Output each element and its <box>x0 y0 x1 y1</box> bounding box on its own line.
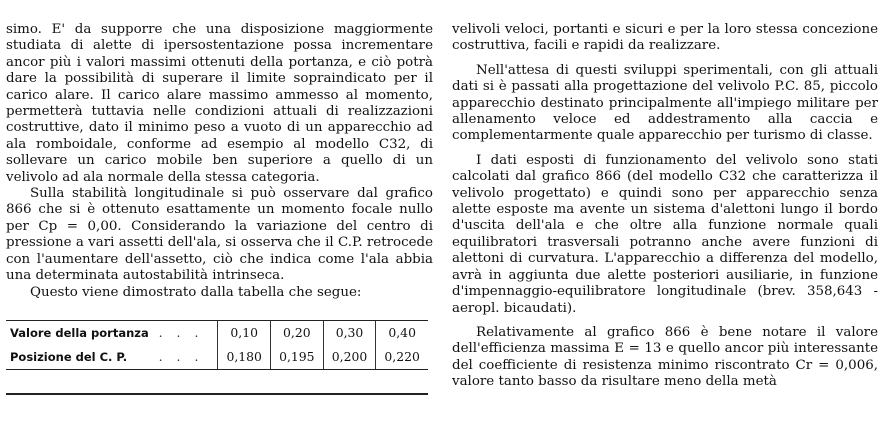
leader-dots: ... <box>155 321 218 346</box>
table-cell: 0,20 <box>271 321 324 346</box>
paragraph-efficienza: Relativamente al grafico 866 è bene notare il valore dell'efficienza massima E = 13 e quello ancor più interessante del coefficiente di resistenza minimo riscontrato Cr = 0,006, valore tanto basso da risultare meno della metà <box>452 324 878 390</box>
paragraph-velivoli: velivoli veloci, portanti e sicuri e per la loro stessa concezione costruttiva, facili e rapidi da realizzare. <box>452 22 878 54</box>
table-cell: 0,220 <box>376 345 428 370</box>
table-row <box>6 345 428 370</box>
paragraph-stabilita: Sulla stabilità longitudinale si può osservare dal grafico 866 che si è ottenuto esattamente un momento focale nullo per Cp = 0,00. Considerando la variazione del centro di pressione a vari assetti dell'ala, si osserva che il C.P. retrocede con l'aumentare dell'assetto, ciò che indica come l'ala abbia una determinata autostabilità intrinseca. <box>6 186 433 284</box>
paragraph-pc85: Nell'attesa di questi sviluppi sperimentali, con gli attuali dati si è passati alla progettazione del velivolo P.C. 85, piccolo apparecchio destinato principalmente all'impiego militare per allenamento veloce ed addestramento alla caccia e complementarmente quale apparecchio per turismo di classe. <box>452 62 878 144</box>
table-cell: 0,195 <box>271 345 324 370</box>
row-label: Posizione del C. P. <box>6 345 155 370</box>
data-table <box>6 320 428 370</box>
table-cell: 0,40 <box>376 321 428 346</box>
row-label: Valore della portanza <box>6 321 155 346</box>
table-row <box>6 321 428 346</box>
left-column <box>6 22 433 301</box>
paragraph-carico-alare: simo. E' da supporre che una disposizione maggiormente studiata di alette di ipersostentazione possa incrementare ancor più i valori massimi ottenuti della portanza, e ciò potrà dare la possibilità di superare il limite sopraindicato per il carico alare. Il carico alare massimo ammesso al momento, permetterà tuttavia nelle condizioni attuali di realizzazioni costruttive, dato il minimo peso a vuoto di un apparecchio ad ala romboidale, conforme ad esempio al modello C32, di sollevare un carico mobile ben superiore a quello di un velivolo ad ala normale della stessa categoria. <box>6 22 433 185</box>
paragraph-dati-esposti: I dati esposti di funzionamento del velivolo sono stati calcolati dal grafico 866 (del modello C32 che caratterizza il velivolo progettato) e quindi sono per apparecchio senza alette esposte ma avente un sistema d'alettoni lungo il bordo d'uscita dell'ala e che oltre alla funzione normale quali equilibratori trasversali potranno anche avere funzioni di alettoni di curvatura. L'apparecchio a differenza del modello, avrà in aggiunta due alette posteriori ausiliarie, in funzione d'impennaggio-equilibratore longitudinale (brev. 358,643 - aeropl. bicaudati). <box>452 152 878 316</box>
leader-dots: ... <box>155 345 218 370</box>
table-cell: 0,200 <box>323 345 376 370</box>
table-cell: 0,30 <box>323 321 376 346</box>
table-cell: 0,180 <box>218 345 271 370</box>
table-cell: 0,10 <box>218 321 271 346</box>
right-column <box>452 22 878 391</box>
paragraph-table-intro: Questo viene dimostrato dalla tabella che segue: <box>30 284 362 300</box>
divider <box>6 393 428 395</box>
